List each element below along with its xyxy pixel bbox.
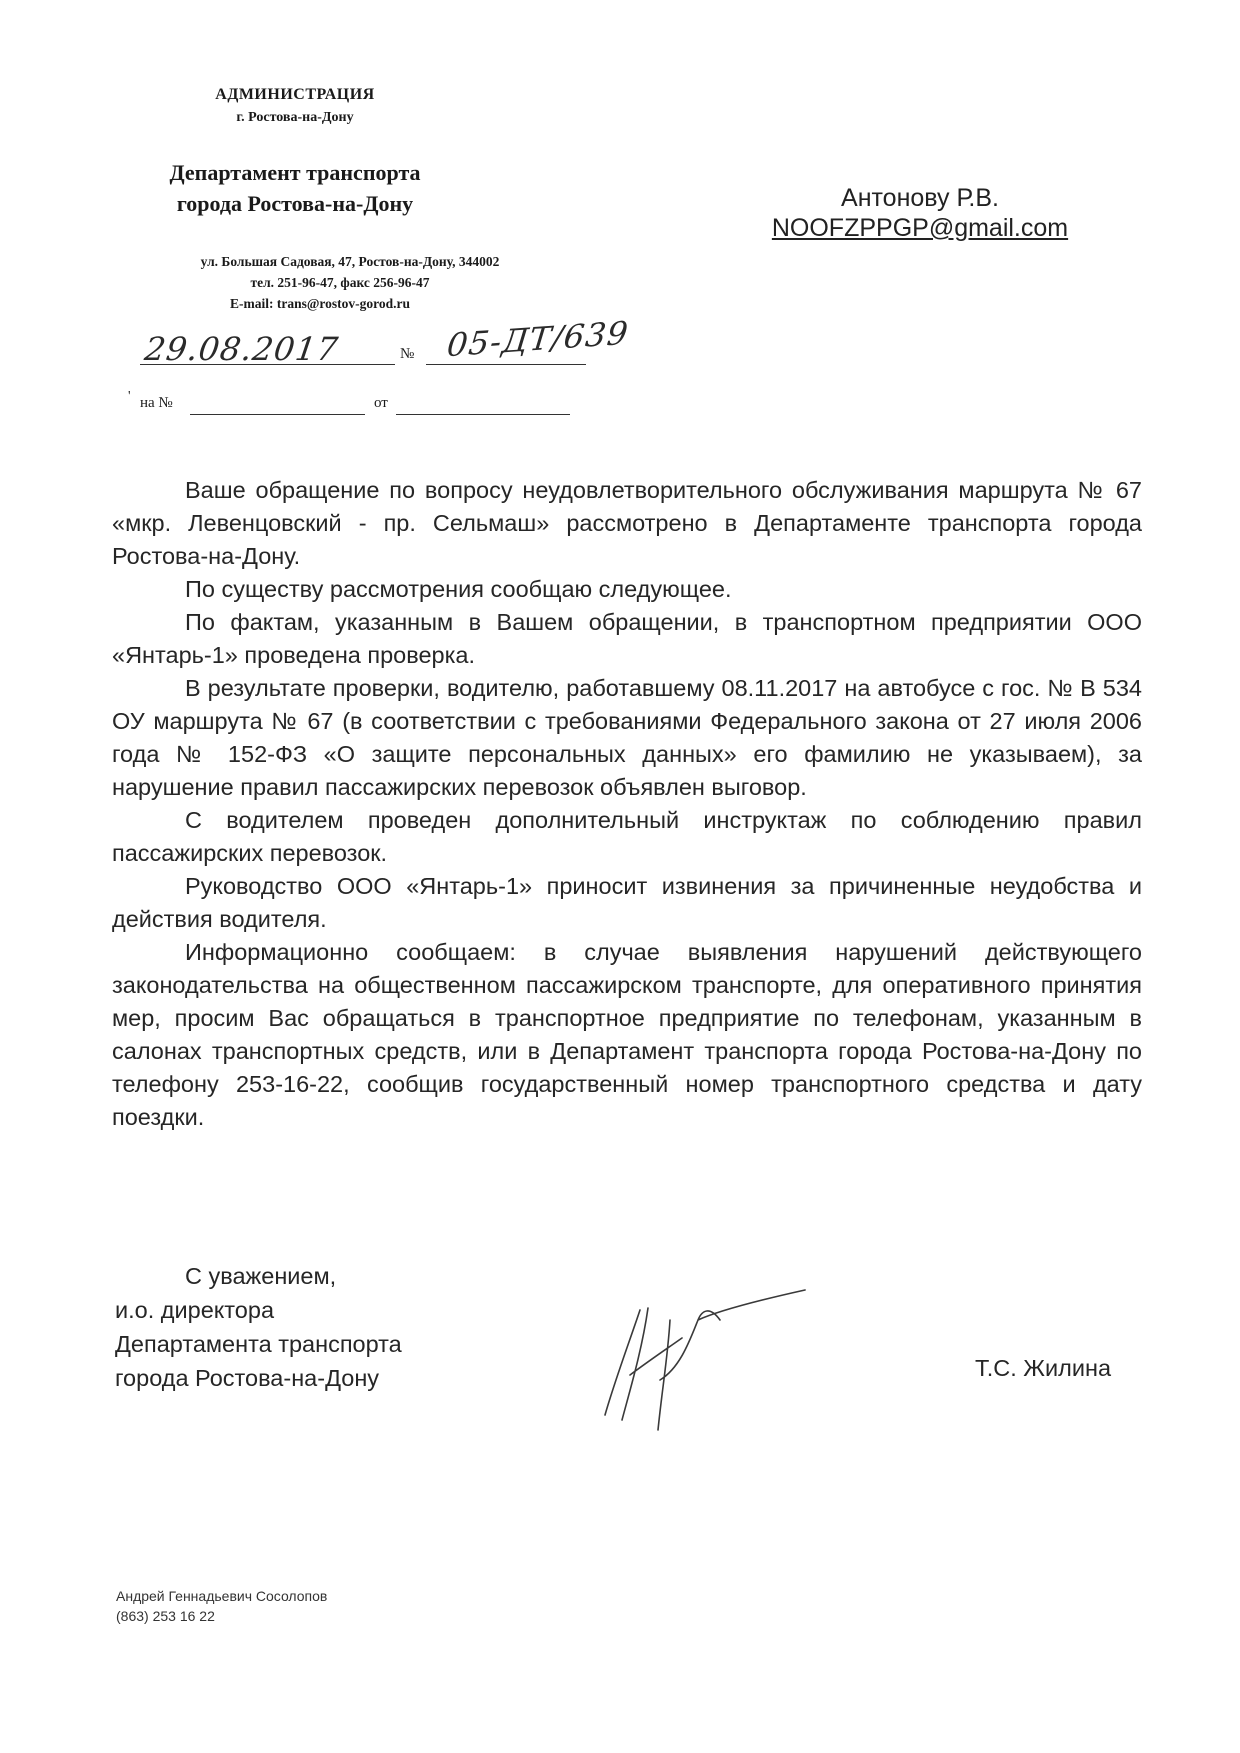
reference-date-label: от xyxy=(374,395,388,411)
header-administration: АДМИНИСТРАЦИЯ xyxy=(215,86,375,103)
date-underline xyxy=(140,364,395,365)
number-sign: № xyxy=(400,346,415,362)
closing-title-line3: города Ростова-на-Дону xyxy=(115,1365,380,1391)
body-paragraph: С водителем проведен дополнительный инструктаж по соблюдению правил пассажирских перевозок. xyxy=(112,807,1142,866)
header-phones: тел. 251-96-47, факс 256-96-47 xyxy=(250,275,430,290)
outgoing-date: 29.08.2017 xyxy=(142,330,341,368)
closing-title-line1: и.о. директора xyxy=(115,1297,275,1323)
body-paragraph: По фактам, указанным в Вашем обращении, в транспортном предприятии ООО «Янтарь-1» проведена проверка. xyxy=(112,609,1142,668)
recipient-name: Антонову Р.В. xyxy=(841,184,999,212)
closing-regards: С уважением, xyxy=(185,1263,337,1289)
signer-name: Т.С. Жилина xyxy=(975,1355,1112,1381)
signature-image xyxy=(570,1280,810,1435)
executor-phone: (863) 253 16 22 xyxy=(116,1608,215,1624)
body-paragraph: Информационно сообщаем: в случае выявления нарушений действующего законодательства на общественном пассажирском транспорте, для оперативного принятия мер, просим Вас обращаться в транспортное предприятие по телефонам, указанным в салонах транспортных средств, или в Департамент транспорта города Ростова-на-Дону по телефону 253-16-22, сообщив государственный номер транспортного средства и дату поездки. xyxy=(112,939,1142,1130)
closing-title-line2: Департамента транспорта xyxy=(115,1331,402,1357)
recipient-email: NOOFZPPGP@gmail.com xyxy=(771,214,1069,242)
letter-body xyxy=(112,474,1142,1134)
number-underline xyxy=(426,364,586,365)
reference-number-label: на № xyxy=(140,395,173,411)
body-paragraph: В результате проверки, водителю, работавшему 08.11.2017 на автобусе с гос. № В 534 ОУ маршрута № 67 (в соответствии с требованиями Федерального закона от 27 июля 2006 года № 152-ФЗ «О защите персональных данных» его фамилию не указываем), за нарушение правил пассажирских перевозок объявлен выговор. xyxy=(112,675,1142,800)
header-department-line2: города Ростова-на-Дону xyxy=(176,191,414,216)
header-address: ул. Большая Садовая, 47, Ростов-на-Дону, 344002 xyxy=(200,254,500,269)
header-email: E-mail: trans@rostov-gorod.ru xyxy=(229,296,411,311)
header-city: г. Ростова-на-Дону xyxy=(236,110,354,125)
body-paragraph: Руководство ООО «Янтарь-1» приносит извинения за причиненные неудобства и действия водителя. xyxy=(112,873,1142,932)
header-department-line1: Департамент транспорта xyxy=(169,160,421,185)
body-paragraph: По существу рассмотрения сообщаю следующее. xyxy=(185,576,732,602)
reference-date-line xyxy=(396,414,570,415)
reference-number-line xyxy=(190,414,365,415)
closing-block xyxy=(115,1259,402,1395)
outgoing-number: 05-ДТ/639 xyxy=(445,313,631,365)
margin-mark: ' xyxy=(128,389,131,404)
executor-name: Андрей Геннадьевич Сосолопов xyxy=(116,1588,328,1604)
body-paragraph: Ваше обращение по вопросу неудовлетворительного обслуживания маршрута № 67 «мкр. Левенцовский - пр. Сельмаш» рассмотрено в Департаменте транспорта города Ростова-на-Дону. xyxy=(112,477,1142,569)
